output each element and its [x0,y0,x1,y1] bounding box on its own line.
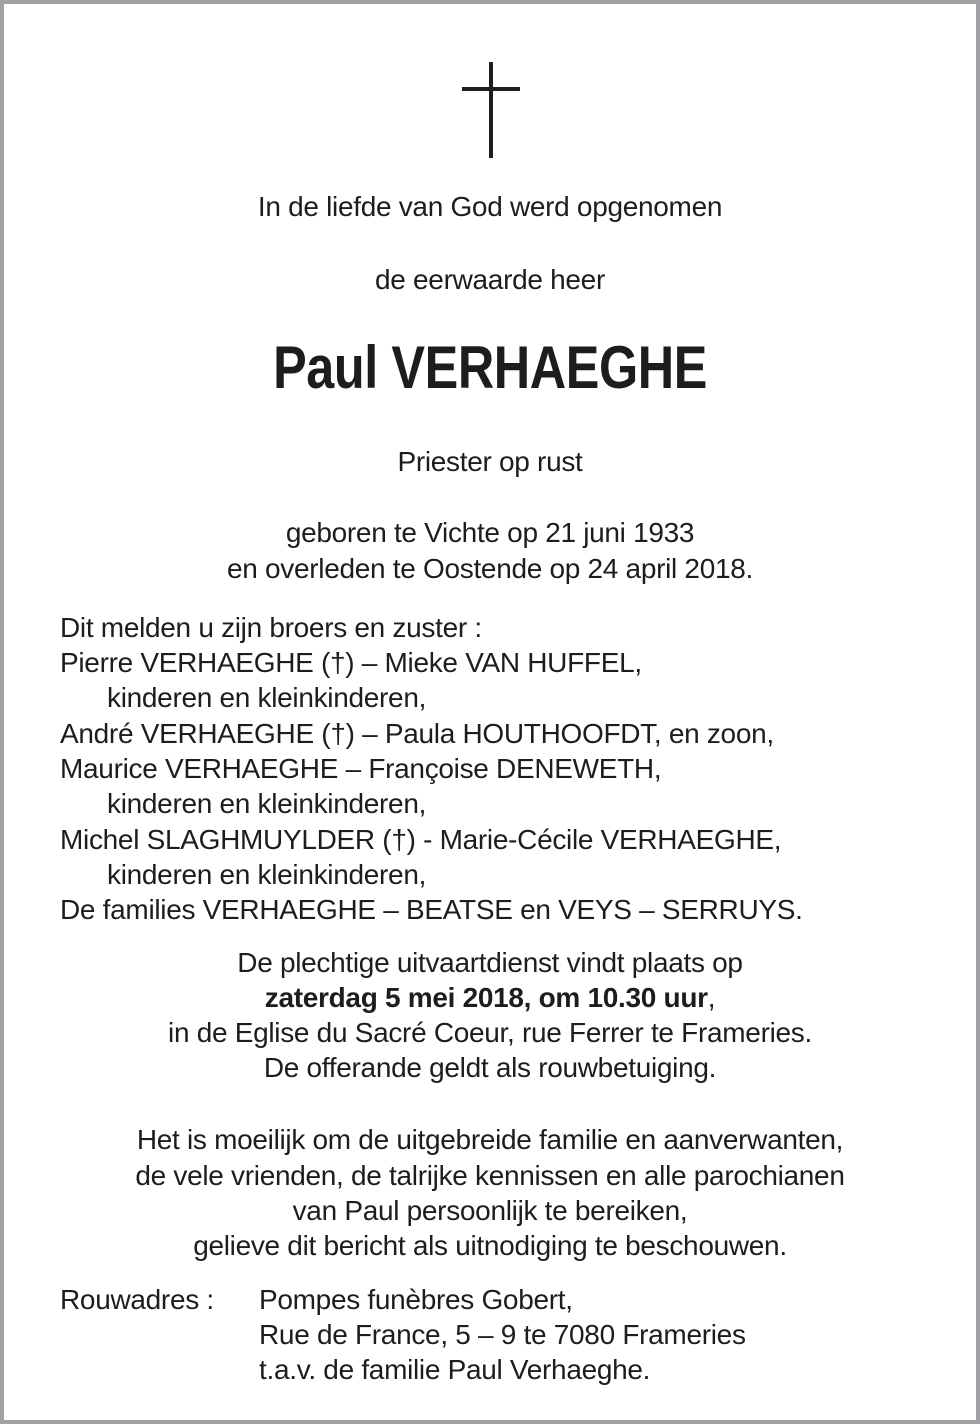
address-row [0,1317,980,1353]
deceased-name: Paul VERHAEGHE [273,334,707,401]
family-line: kinderen en kleinkinderen, [107,682,427,713]
notice-line: de vele vrienden, de talrijke kennissen en alle parochianen [135,1160,845,1191]
address-block [0,1282,980,1318]
address-row [0,1352,980,1388]
family-line: André VERHAEGHE (†) – Paula HOUTHOOFDT, en zoon, [60,718,774,749]
family-line: Michel SLAGHMUYLDER (†) - Marie-Cécile VERHAEGHE, [60,824,782,855]
service-date-bold: zaterdag 5 mei 2018, om 10.30 uur [264,982,708,1013]
service-date [0,980,980,1016]
address-label: Rouwadres : [60,1284,214,1315]
address-line: Rue de France, 5 – 9 te 7080 Frameries [259,1319,746,1350]
death-info: en overleden te Oostende op 24 april 2018. [226,553,754,584]
family-line: De families VERHAEGHE – BEATSE en VEYS – SERRUYS. [60,894,803,925]
notice-line: gelieve dit bericht als uitnodiging te beschouwen. [193,1230,787,1261]
service-location: in de Eglise du Sacré Coeur, rue Ferrer te Frameries. [168,1017,812,1048]
family-line: Pierre VERHAEGHE (†) – Mieke VAN HUFFEL, [60,647,642,678]
service-line: De plechtige uitvaartdienst vindt plaats op [237,947,743,978]
family-line: kinderen en kleinkinderen, [107,788,427,819]
address-line: Pompes funèbres Gobert, [259,1284,573,1315]
notice-line: van Paul persoonlijk te bereiken, [292,1195,688,1226]
service-note: De offerande geldt als rouwbetuiging. [263,1052,717,1083]
occupation: Priester op rust [397,446,583,477]
address-line: t.a.v. de familie Paul Verhaeghe. [259,1354,651,1385]
birth-info: geboren te Vichte op 21 juni 1933 [285,517,695,548]
notice-line: Het is moeilijk om de uitgebreide familie en aanverwanten, [136,1124,844,1155]
family-line: Maurice VERHAEGHE – Françoise DENEWETH, [60,753,662,784]
service-date-suffix: , [707,982,716,1013]
honorific: de eerwaarde heer [375,264,605,295]
family-heading: Dit melden u zijn broers en zuster : [60,612,482,643]
intro-text: In de liefde van God werd opgenomen [257,191,723,222]
cross-icon [462,62,520,158]
family-line: kinderen en kleinkinderen, [107,859,427,890]
